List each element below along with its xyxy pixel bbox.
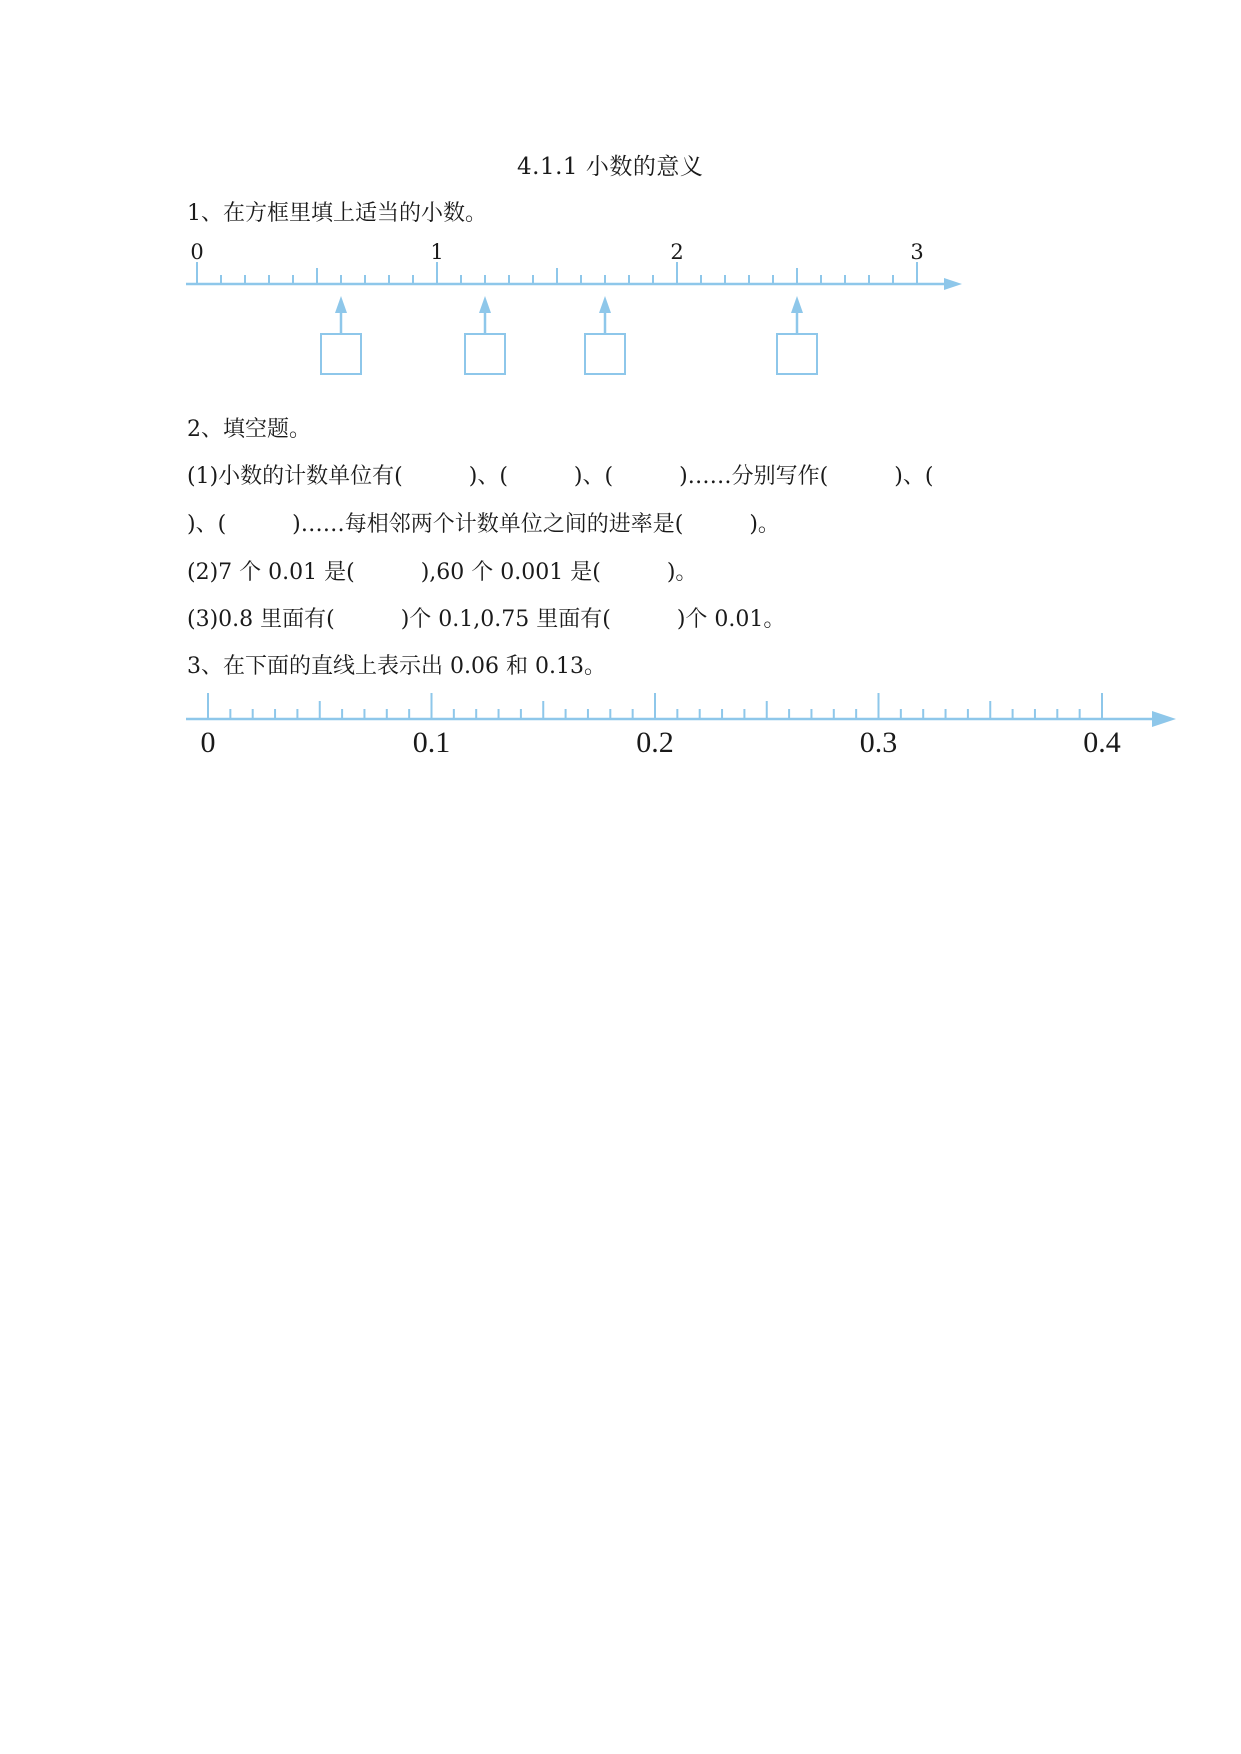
q2-item2: (2)7 个 0.01 是( ),60 个 0.001 是( )。 <box>187 560 698 585</box>
q2-item3: (3)0.8 里面有( )个 0.1,0.75 里面有( )个 0.01。 <box>187 607 786 632</box>
axis-arrowhead <box>1152 711 1176 727</box>
tick-label: 0.3 <box>859 726 898 759</box>
tick-label: 0 <box>200 726 216 759</box>
tick-label: 0.4 <box>1083 726 1121 759</box>
q1-prompt: 1、在方框里填上适当的小数。 <box>187 201 487 226</box>
tick-label: 2 <box>670 240 684 264</box>
page-title: 4.1.1 小数的意义 <box>517 154 704 180</box>
tick-label: 1 <box>430 240 444 264</box>
tick-label: 0 <box>190 240 204 264</box>
tick-label: 3 <box>910 240 924 264</box>
tick-label: 0.2 <box>636 726 674 759</box>
q2-item1-line2: )、( )……每相邻两个计数单位之间的进率是( )。 <box>187 512 780 537</box>
q2-prompt: 2、填空题。 <box>187 417 311 442</box>
tick-label: 0.1 <box>412 726 451 759</box>
q2-item1-line1: (1)小数的计数单位有( )、( )、( )……分别写作( )、( <box>187 464 934 489</box>
q3-prompt: 3、在下面的直线上表示出 0.06 和 0.13。 <box>187 654 606 679</box>
number-line-0-to-0.4 <box>0 0 1241 800</box>
